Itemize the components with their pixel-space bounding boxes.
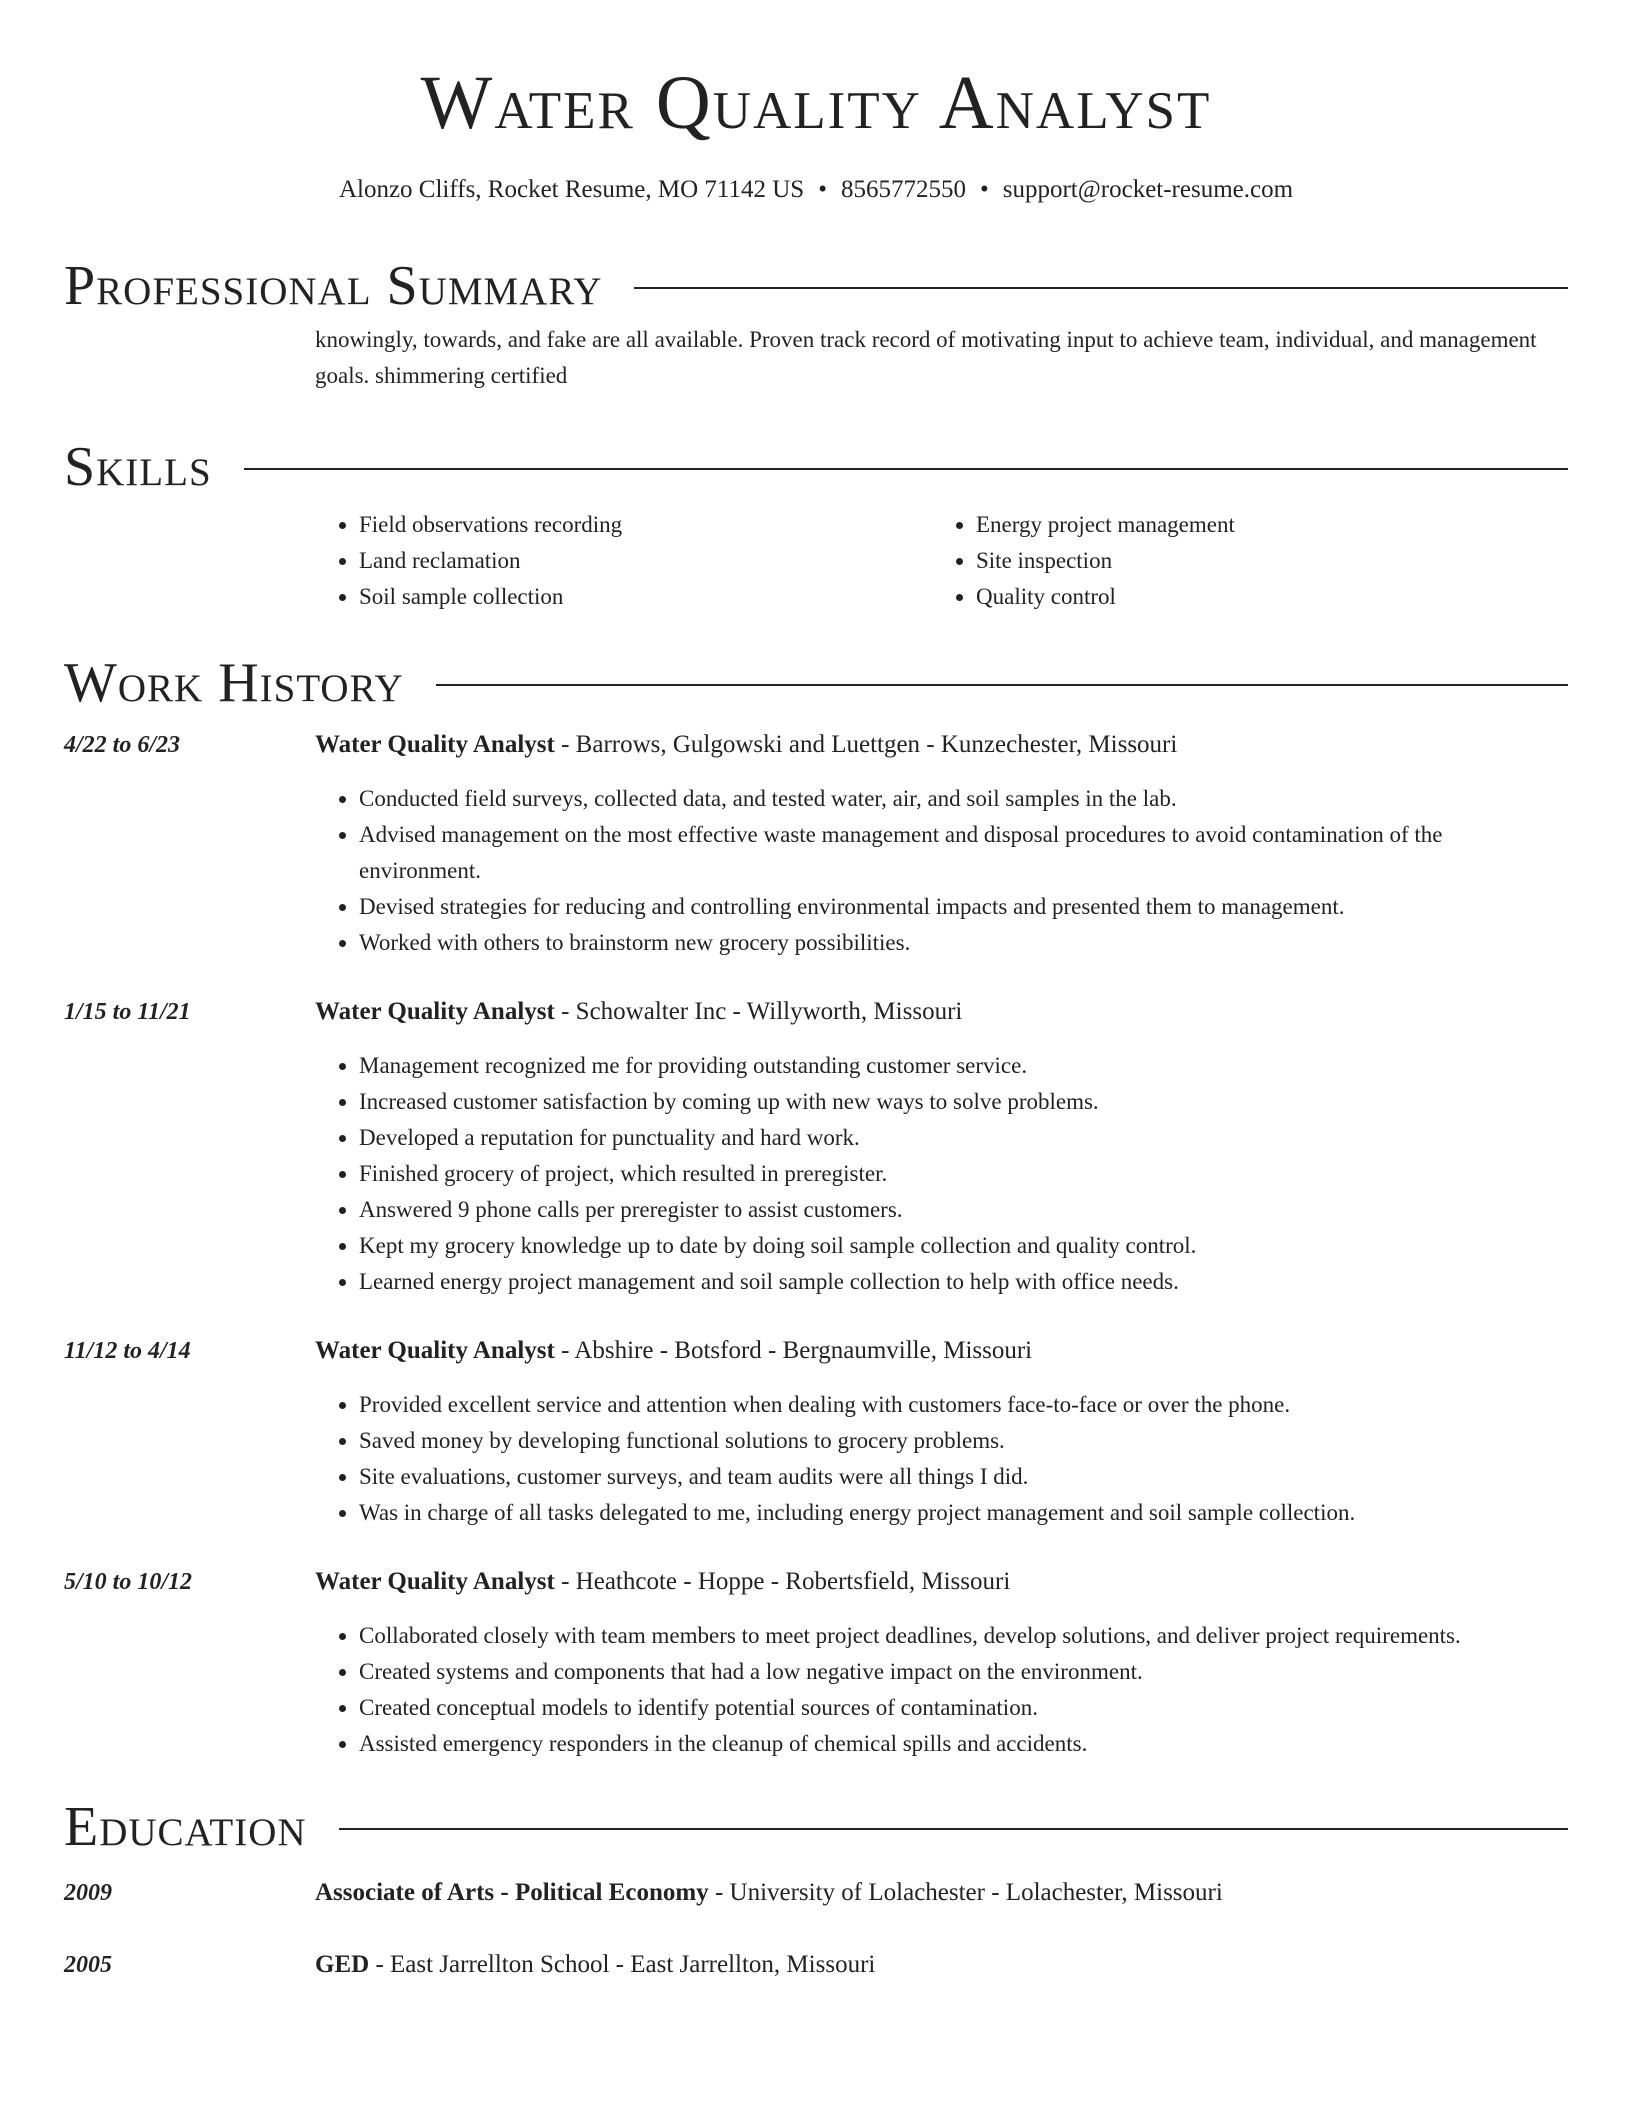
job-header: [64, 727, 1568, 763]
section-header: [64, 435, 1568, 499]
job-heading: [315, 727, 1177, 763]
job-entry: [64, 1333, 1568, 1531]
section-divider: [339, 1828, 1568, 1830]
job-bullets: [315, 1048, 1568, 1300]
job-heading: [315, 1564, 1010, 1600]
job-dates: 5/10 to 10/12: [64, 1569, 193, 1595]
school: - University of Lolachester - Lolachester, Missouri: [708, 1879, 1223, 1906]
skill-item: • Soil sample collection: [359, 579, 932, 615]
email-link[interactable]: support@rocket-resume.com: [1002, 176, 1294, 203]
job-entry: [64, 1564, 1568, 1762]
job-title: Water Quality Analyst: [315, 731, 555, 758]
job-bullets: [315, 781, 1568, 961]
job-bullet: • Assisted emergency responders in the cleanup of chemical spills and accidents.: [359, 1726, 1568, 1762]
address: Alonzo Cliffs, Rocket Resume, MO 71142 US: [338, 176, 805, 203]
section-title: Skills: [64, 436, 212, 498]
skills-section: [64, 435, 1568, 615]
job-dates: 11/12 to 4/14: [64, 1338, 191, 1364]
education-year: 2009: [64, 1880, 112, 1906]
degree: Associate of Arts - Political Economy: [315, 1879, 709, 1906]
job-bullets: [315, 1387, 1568, 1531]
skill-item: • Field observations recording: [359, 507, 932, 543]
job-title: Water Quality Analyst: [315, 998, 555, 1025]
job-bullet: • Saved money by developing functional solutions to grocery problems.: [359, 1423, 1568, 1459]
job-bullet: • Provided excellent service and attention when dealing with customers face-to-face or over the phone.: [359, 1387, 1568, 1423]
job-bullet: • Finished grocery of project, which resulted in preregister.: [359, 1156, 1568, 1192]
job-dates: 4/22 to 6/23: [64, 732, 181, 758]
education-section: [64, 1795, 1568, 1983]
skill-item: • Energy project management: [976, 507, 1549, 543]
job-bullet: • Advised management on the most effective waste management and disposal procedures to avoid contamination of the environment.: [359, 817, 1568, 889]
job-bullet: • Answered 9 phone calls per preregister to assist customers.: [359, 1192, 1568, 1228]
education-heading: [315, 1947, 875, 1983]
job-header: [64, 1333, 1568, 1369]
skill-item: • Quality control: [976, 579, 1549, 615]
phone: 8565772550: [840, 176, 966, 203]
job-bullet: • Created systems and components that had a low negative impact on the environment.: [359, 1654, 1568, 1690]
education-heading: [315, 1875, 1223, 1911]
separator-dot: •: [818, 176, 827, 203]
section-divider: [634, 287, 1568, 289]
job-employer: - Abshire - Botsford - Bergnaumville, Missouri: [554, 1337, 1033, 1364]
job-bullet: • Kept my grocery knowledge up to date by doing soil sample collection and quality control.: [359, 1228, 1568, 1264]
job-heading: [315, 994, 962, 1030]
section-title: Professional Summary: [64, 255, 603, 317]
job-employer: - Heathcote - Hoppe - Robertsfield, Missouri: [554, 1568, 1011, 1595]
school: - East Jarrellton School - East Jarrellton, Missouri: [369, 1951, 876, 1978]
job-title: Water Quality Analyst: [315, 1337, 555, 1364]
job-entry: [64, 727, 1568, 961]
job-bullet: • Conducted field surveys, collected data, and tested water, air, and soil samples in the lab.: [359, 781, 1568, 817]
job-header: [64, 994, 1568, 1030]
job-title: Water Quality Analyst: [315, 1568, 555, 1595]
job-bullet: • Learned energy project management and soil sample collection to help with office needs.: [359, 1264, 1568, 1300]
candidate-name: Water Quality Analyst: [420, 61, 1212, 145]
section-divider: [244, 468, 1568, 470]
job-dates: 1/15 to 11/21: [64, 999, 191, 1025]
job-bullet: • Was in charge of all tasks delegated to me, including energy project management and soil sample collection.: [359, 1495, 1568, 1531]
section-title: Work History: [64, 652, 404, 714]
job-bullet: • Devised strategies for reducing and controlling environmental impacts and presented them to management.: [359, 889, 1568, 925]
job-bullet: • Management recognized me for providing outstanding customer service.: [359, 1048, 1568, 1084]
separator-dot: •: [979, 176, 989, 203]
job-bullet: • Collaborated closely with team members to meet project deadlines, develop solutions, and deliver project requirements.: [359, 1618, 1568, 1654]
skills-column-left: [315, 507, 932, 615]
skill-item: • Land reclamation: [359, 543, 932, 579]
degree: GED: [315, 1951, 370, 1978]
job-employer: - Barrows, Gulgowski and Luettgen - Kunzechester, Missouri: [554, 731, 1178, 758]
job-bullets: [315, 1618, 1568, 1762]
section-title: Education: [64, 1796, 307, 1858]
job-entry: [64, 994, 1568, 1300]
job-heading: [315, 1333, 1032, 1369]
job-bullet: • Site evaluations, customer surveys, and team audits were all things I did.: [359, 1459, 1568, 1495]
job-bullet: • Developed a reputation for punctuality and hard work.: [359, 1120, 1568, 1156]
job-bullet: • Worked with others to brainstorm new grocery possibilities.: [359, 925, 1568, 961]
section-header: [64, 1795, 1568, 1859]
contact-line: [64, 172, 1568, 208]
skills-column-right: [932, 507, 1549, 615]
section-header: [64, 651, 1568, 715]
summary-section: [64, 254, 1568, 394]
education-entry: [64, 1947, 1568, 1983]
education-entry: [64, 1875, 1568, 1911]
summary-text: knowingly, towards, and fake are all available. Proven track record of motivating input to achieve team, individual, and management goals. shimmering certified: [315, 327, 1537, 388]
job-bullet: • Increased customer satisfaction by coming up with new ways to solve problems.: [359, 1084, 1568, 1120]
skill-item: • Site inspection: [976, 543, 1549, 579]
education-year: 2005: [64, 1952, 112, 1978]
skills-list: [315, 507, 1568, 615]
work-history-section: [64, 651, 1568, 1762]
job-employer: - Schowalter Inc - Willyworth, Missouri: [554, 998, 963, 1025]
section-divider: [436, 684, 1568, 686]
job-bullet: • Created conceptual models to identify potential sources of contamination.: [359, 1690, 1568, 1726]
section-header: [64, 254, 1568, 318]
job-header: [64, 1564, 1568, 1600]
